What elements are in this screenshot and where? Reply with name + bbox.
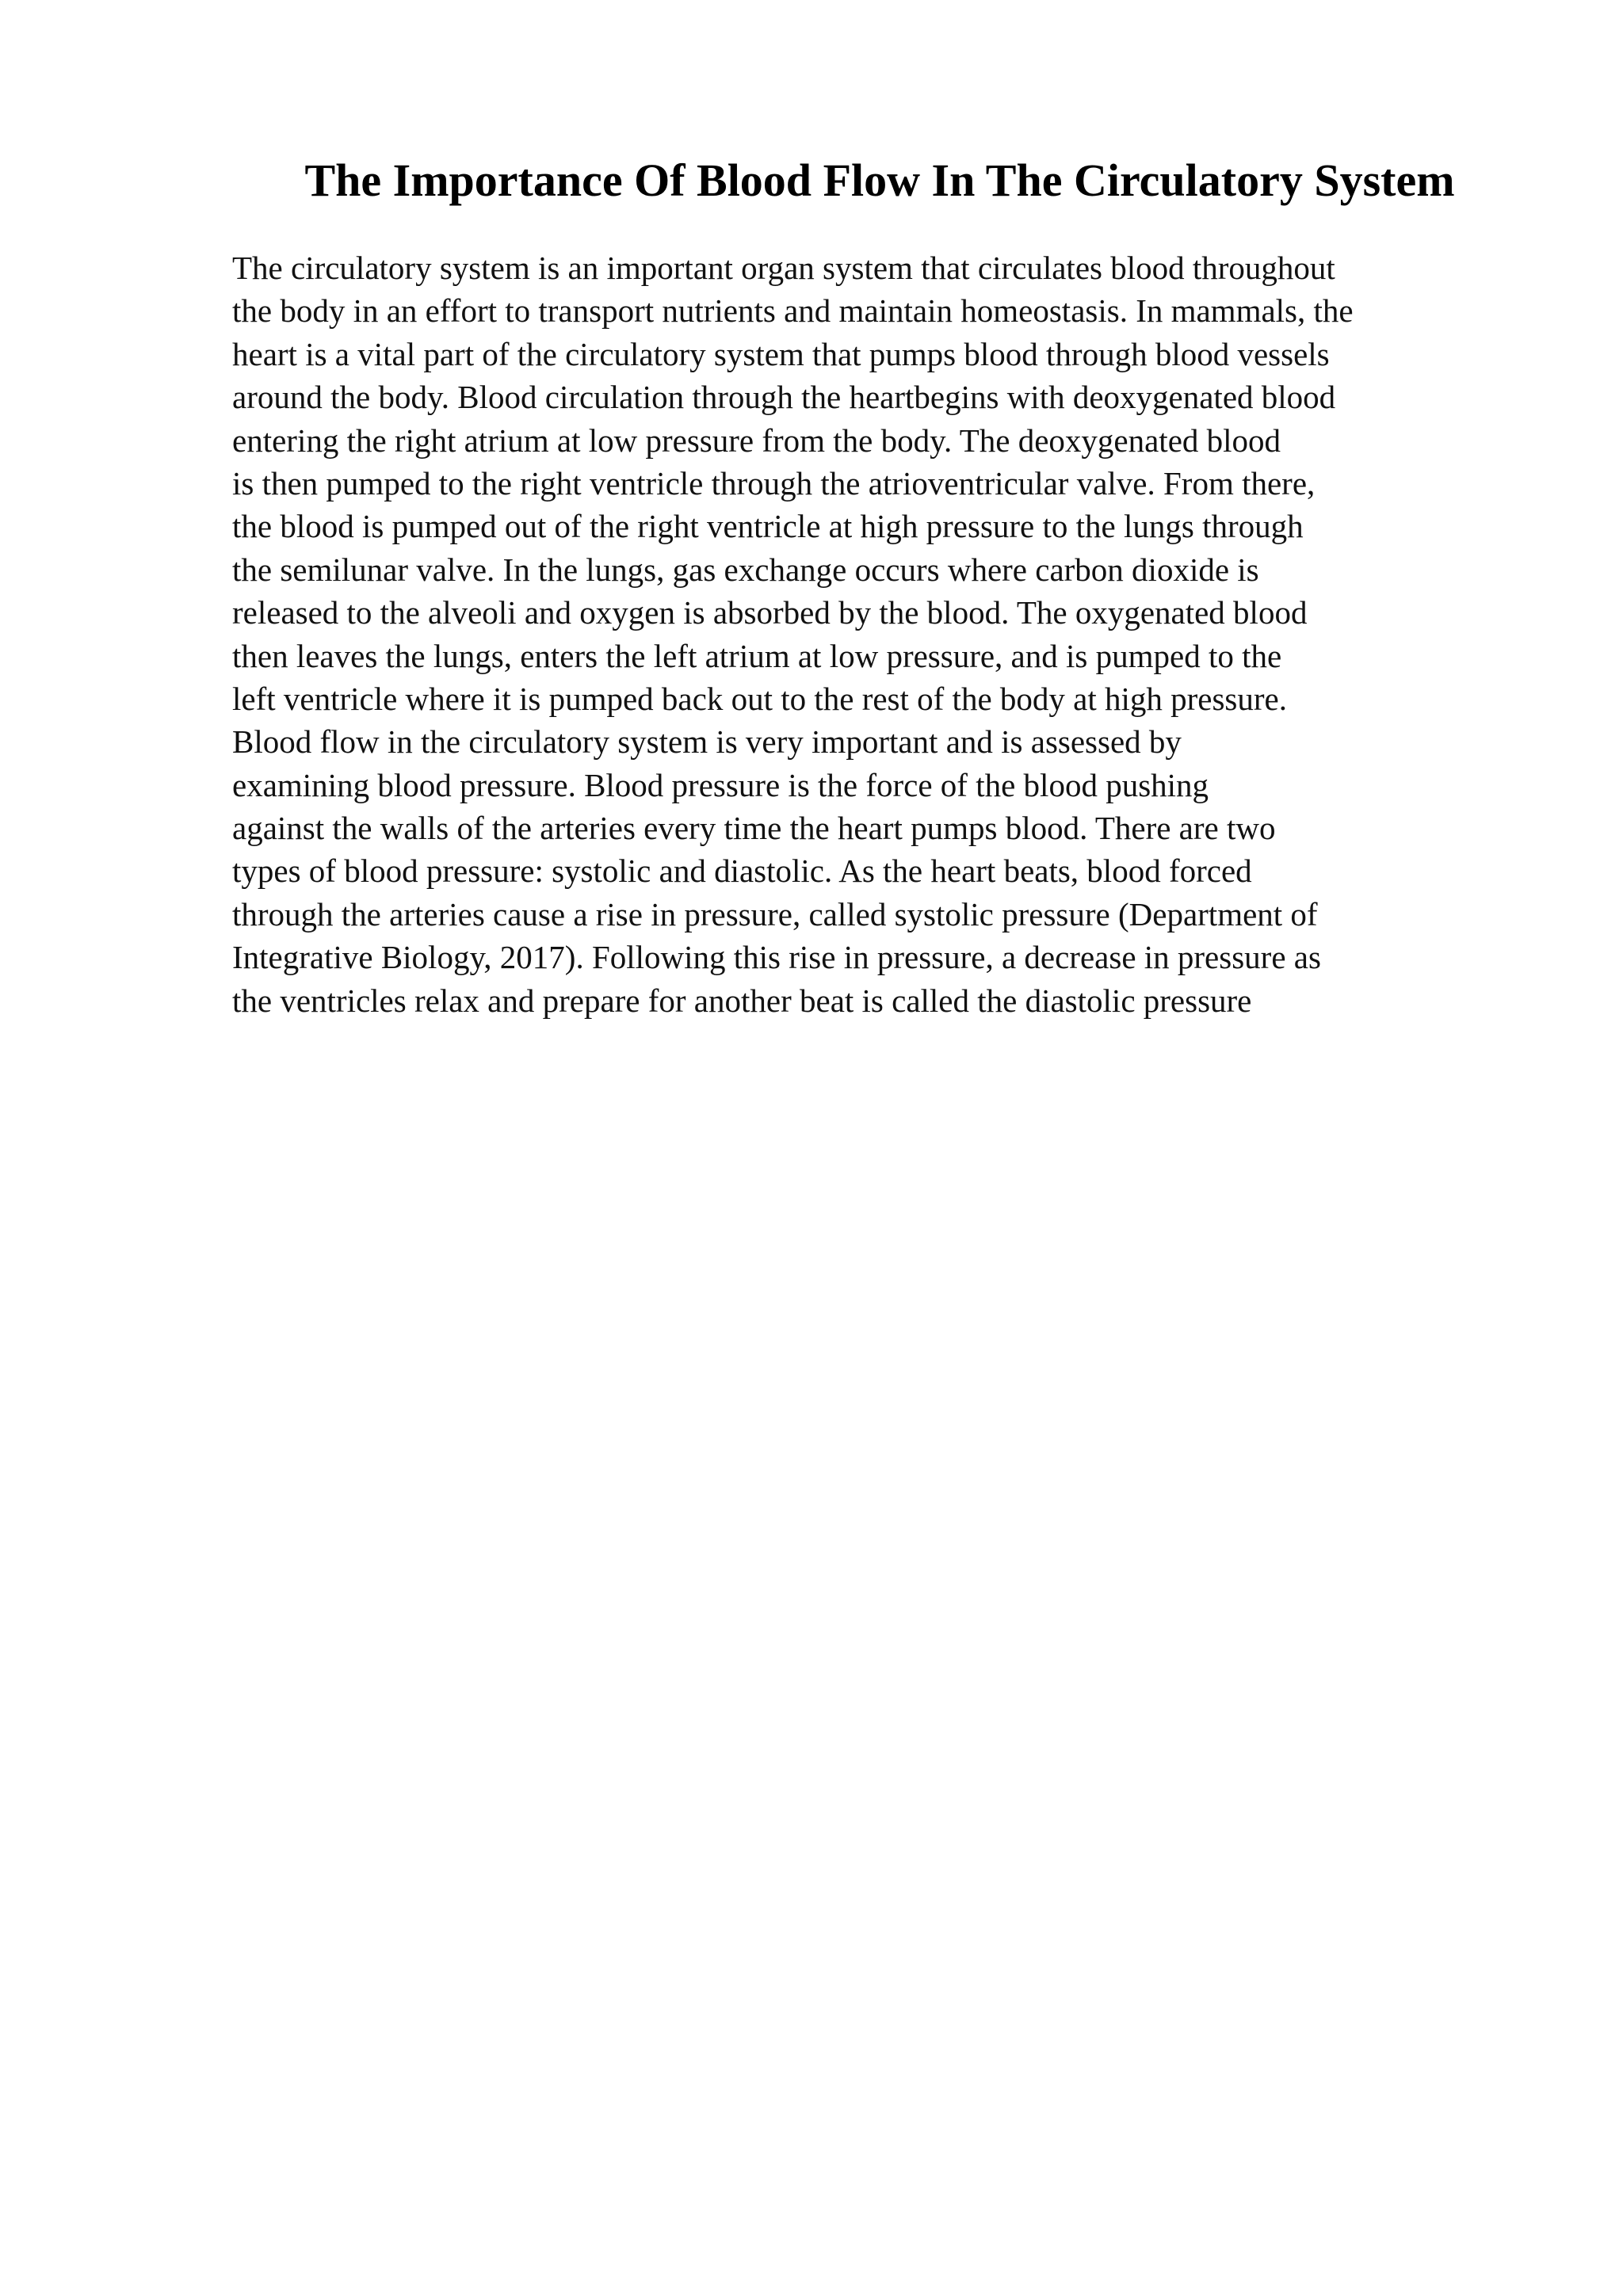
text-line: through the arteries cause a rise in pressure, called systolic pressure (Department of [232,895,1318,933]
text-line: The circulatory system is an important organ system that circulates blood throughout [232,250,1335,286]
text-line: types of blood pressure: systolic and diastolic. As the heart beats, blood forced [232,852,1252,890]
text-line: left ventricle where it is pumped back out to the rest of the body at high pressure. [232,680,1287,717]
text-line: Blood flow in the circulatory system is very important and is assessed by [232,723,1182,761]
text-line: heart is a vital part of the circulatory system that pumps blood through blood vessels [232,335,1330,372]
text-line: against the walls of the arteries every time the heart pumps blood. There are two [232,810,1276,847]
text-line: around the body. Blood circulation through the heartbegins with deoxygenated blood [232,379,1336,416]
text-line: examining blood pressure. Blood pressure is the force of the blood pushing [232,766,1209,803]
text-line: is then pumped to the right ventricle through the atrioventricular valve. From there, [232,464,1316,502]
text-line: the body in an effort to transport nutrients and maintain homeostasis. In mammals, the [232,292,1354,330]
text-line: the ventricles relax and prepare for another beat is called the diastolic pressure [232,982,1252,1019]
document-title: The Importance Of Blood Flow In The Circulatory System [304,154,1455,206]
text-line: Integrative Biology, 2017). Following this rise in pressure, a decrease in pressure as [232,939,1321,976]
text-line: the semilunar valve. In the lungs, gas exchange occurs where carbon dioxide is [232,551,1259,588]
body-paragraph [232,246,1548,1022]
text-line: released to the alveoli and oxygen is absorbed by the blood. The oxygenated blood [232,594,1308,631]
text-line: then leaves the lungs, enters the left atrium at low pressure, and is pumped to the [232,637,1282,674]
text-line: entering the right atrium at low pressure from the body. The deoxygenated blood [232,421,1281,459]
text-line: the blood is pumped out of the right ventricle at high pressure to the lungs through [232,508,1304,545]
